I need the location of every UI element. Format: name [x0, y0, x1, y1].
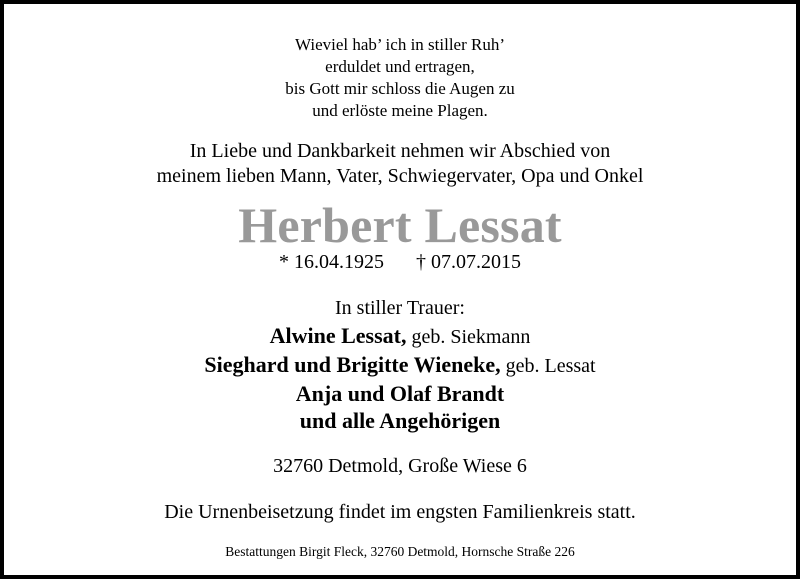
family-address: 32760 Detmold, Große Wiese 6	[273, 455, 527, 477]
life-dates	[4, 250, 796, 274]
mourners-list	[4, 322, 796, 434]
poem-line: erduldet und ertragen,	[325, 57, 475, 76]
poem-line: bis Gott mir schloss die Augen zu	[285, 79, 515, 98]
mourner-name: Alwine Lessat,	[269, 323, 407, 348]
mourner-maiden-name: geb. Siekmann	[406, 326, 531, 348]
intro-line: In Liebe und Dankbarkeit nehmen wir Abschied von	[189, 140, 611, 162]
mourner-entry	[4, 380, 796, 407]
deceased-name: Herbert Lessat	[238, 197, 562, 253]
mourner-name: Sieghard und Brigitte Wieneke,	[204, 352, 501, 377]
mourner-entry	[4, 322, 796, 351]
birth-date: * 16.04.1925	[279, 251, 384, 273]
funeral-home-footer: Bestattungen Birgit Fleck, 32760 Detmold, Hornsche Straße 226	[225, 544, 575, 559]
funeral-notice: Die Urnenbeisetzung findet im engsten Familienkreis statt.	[164, 501, 636, 523]
mourner-name: und alle Angehörigen	[299, 408, 501, 433]
farewell-intro	[4, 139, 796, 189]
death-date: † 07.07.2015	[416, 251, 521, 273]
poem-line: Wieviel hab’ ich in stiller Ruh’	[294, 35, 506, 54]
mourner-entry	[4, 351, 796, 380]
poem-line: und erlöste meine Plagen.	[312, 101, 488, 120]
mourner-entry	[4, 407, 796, 434]
intro-line: meinem lieben Mann, Vater, Schwiegervater, Opa und Onkel	[156, 165, 644, 187]
mourner-name: Anja und Olaf Brandt	[295, 381, 505, 406]
mourner-maiden-name: geb. Lessat	[500, 355, 596, 377]
poem	[4, 34, 796, 122]
mourners-heading: In stiller Trauer:	[335, 297, 465, 319]
